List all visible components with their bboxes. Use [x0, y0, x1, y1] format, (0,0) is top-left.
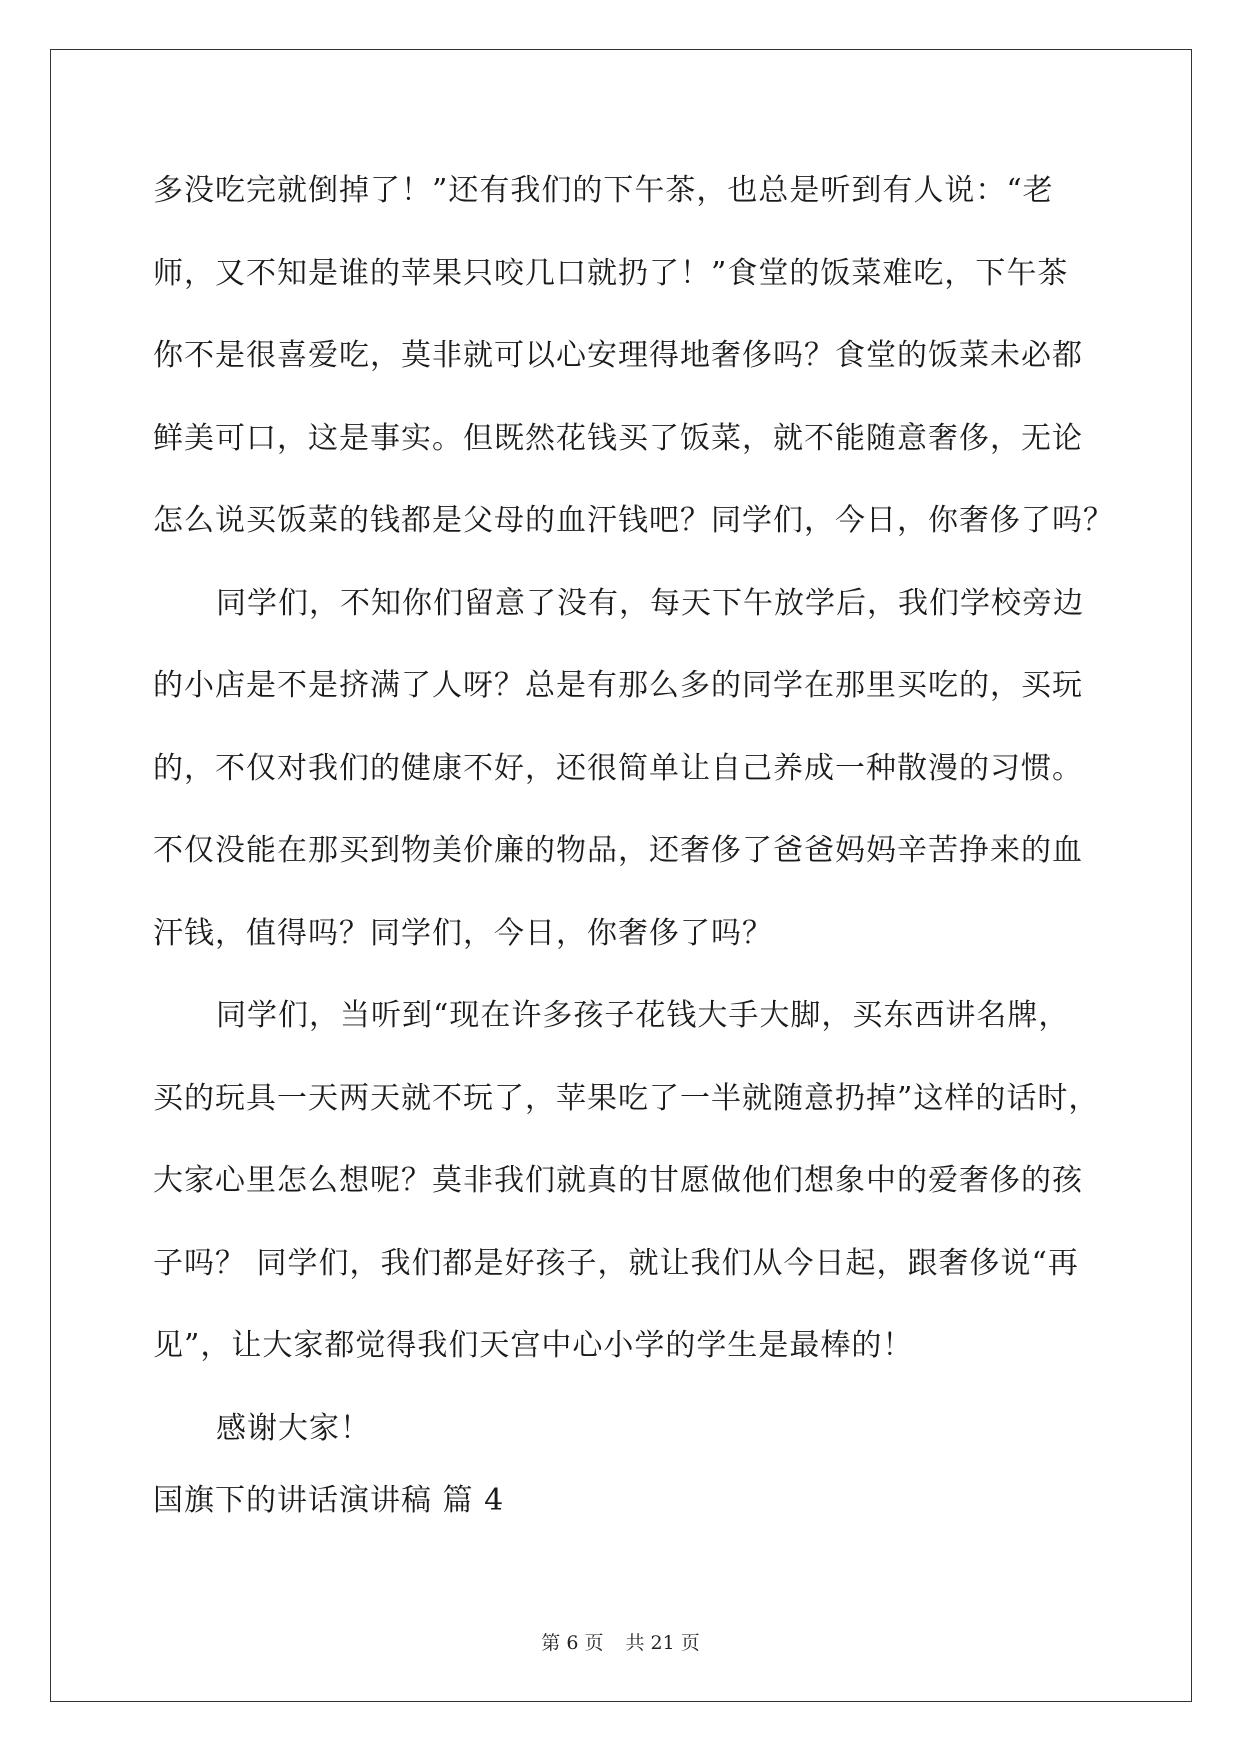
- section-heading: 国旗下的讲话演讲稿 篇 4: [153, 1483, 505, 1518]
- text-line: 多没吃完就倒掉了！”还有我们的下午茶，也总是听到有人说：“老: [153, 173, 1054, 208]
- text-line: 的，不仅对我们的健康不好，还很简单让自己养成一种散漫的习惯。: [153, 750, 1083, 786]
- text-line: 你不是很喜爱吃，莫非就可以心安理得地奢侈吗？食堂的饭菜未必都: [153, 338, 1083, 373]
- page-footer: [0, 1628, 1241, 1655]
- page-number: 第 6 页: [541, 1632, 604, 1654]
- text-line: 见”，让大家都觉得我们天宫中心小学的学生是最棒的！: [153, 1328, 914, 1363]
- page-total: 共 21 页: [625, 1632, 700, 1654]
- text-line: 大家心里怎么想呢？莫非我们就真的甘愿做他们想象中的爱奢侈的孩: [153, 1163, 1083, 1198]
- document-body: [153, 161, 1113, 1481]
- text-line: 怎么说买饭菜的钱都是父母的血汗钱吧？同学们，今日，你奢侈了吗？: [153, 503, 1114, 538]
- text-line: 买的玩具一天两天就不玩了，苹果吃了一半就随意扔掉”这样的话时，: [153, 1080, 1100, 1116]
- text-line: 鲜美可口，这是事实。但既然花钱买了饭菜，就不能随意奢侈，无论: [153, 420, 1083, 456]
- text-line: 不仅没能在那买到物美价廉的物品，还奢侈了爸爸妈妈辛苦挣来的血: [153, 833, 1083, 868]
- closing-line: 感谢大家！: [216, 1410, 371, 1446]
- text-line: 的小店是不是挤满了人呀？总是有那么多的同学在那里买吃的，买玩: [153, 668, 1083, 703]
- text-line: 汗钱，值得吗？同学们，今日，你奢侈了吗？: [153, 915, 773, 951]
- text-line: 师，又不知是谁的苹果只咬几口就扔了！”食堂的饭菜难吃，下午茶: [153, 255, 1069, 291]
- paragraph-start-line: 同学们，当听到“现在许多孩子花钱大手大脚，买东西讲名牌，: [216, 998, 1070, 1033]
- paragraph-start-line: 同学们，不知你们留意了没有，每天下午放学后，我们学校旁边: [216, 585, 1084, 621]
- text-line: 子吗？ 同学们，我们都是好孩子，就让我们从今日起，跟奢侈说“再: [153, 1245, 1079, 1281]
